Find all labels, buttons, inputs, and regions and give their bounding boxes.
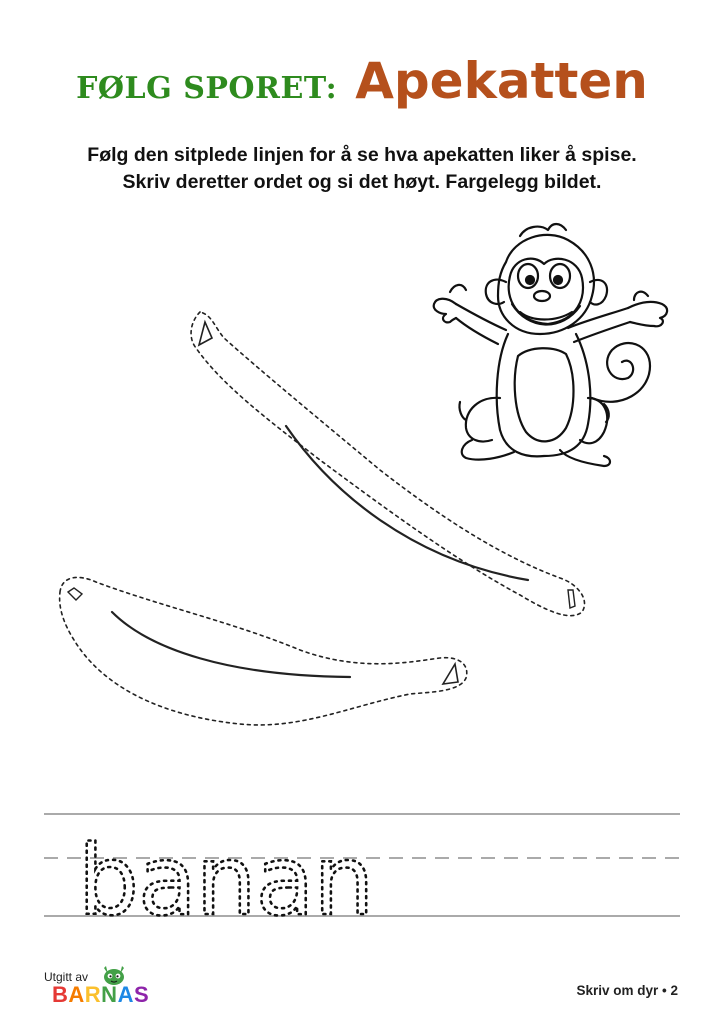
tracing-word[interactable]: banan bbox=[78, 825, 374, 937]
banana-icon bbox=[60, 577, 467, 725]
brand-letter: R bbox=[84, 982, 102, 1007]
banana-details bbox=[199, 322, 575, 608]
title-animal: Apekatten bbox=[355, 52, 648, 110]
brand-letter: A bbox=[68, 982, 85, 1007]
instruction-line-2: Skriv deretter ordet og si det høyt. Fargelegg bildet. bbox=[122, 171, 602, 193]
banana-icon bbox=[191, 312, 584, 616]
instruction-line-1: Følg den sitplede linjen for å se hva apekatten liker å spise. bbox=[87, 144, 637, 166]
monkey-icon bbox=[434, 224, 667, 466]
page-label: Skriv om dyr • 2 bbox=[576, 983, 678, 998]
brand-letter: B bbox=[52, 982, 69, 1007]
publisher-logo[interactable] bbox=[44, 962, 204, 1012]
brand-letter: S bbox=[133, 982, 150, 1007]
publisher-label: Utgitt av bbox=[44, 970, 89, 984]
brand-letter: N bbox=[101, 982, 118, 1007]
title-prefix: FØLG SPORET: bbox=[76, 71, 338, 106]
brand-name bbox=[52, 982, 149, 1008]
brand-letter: A bbox=[117, 982, 134, 1007]
